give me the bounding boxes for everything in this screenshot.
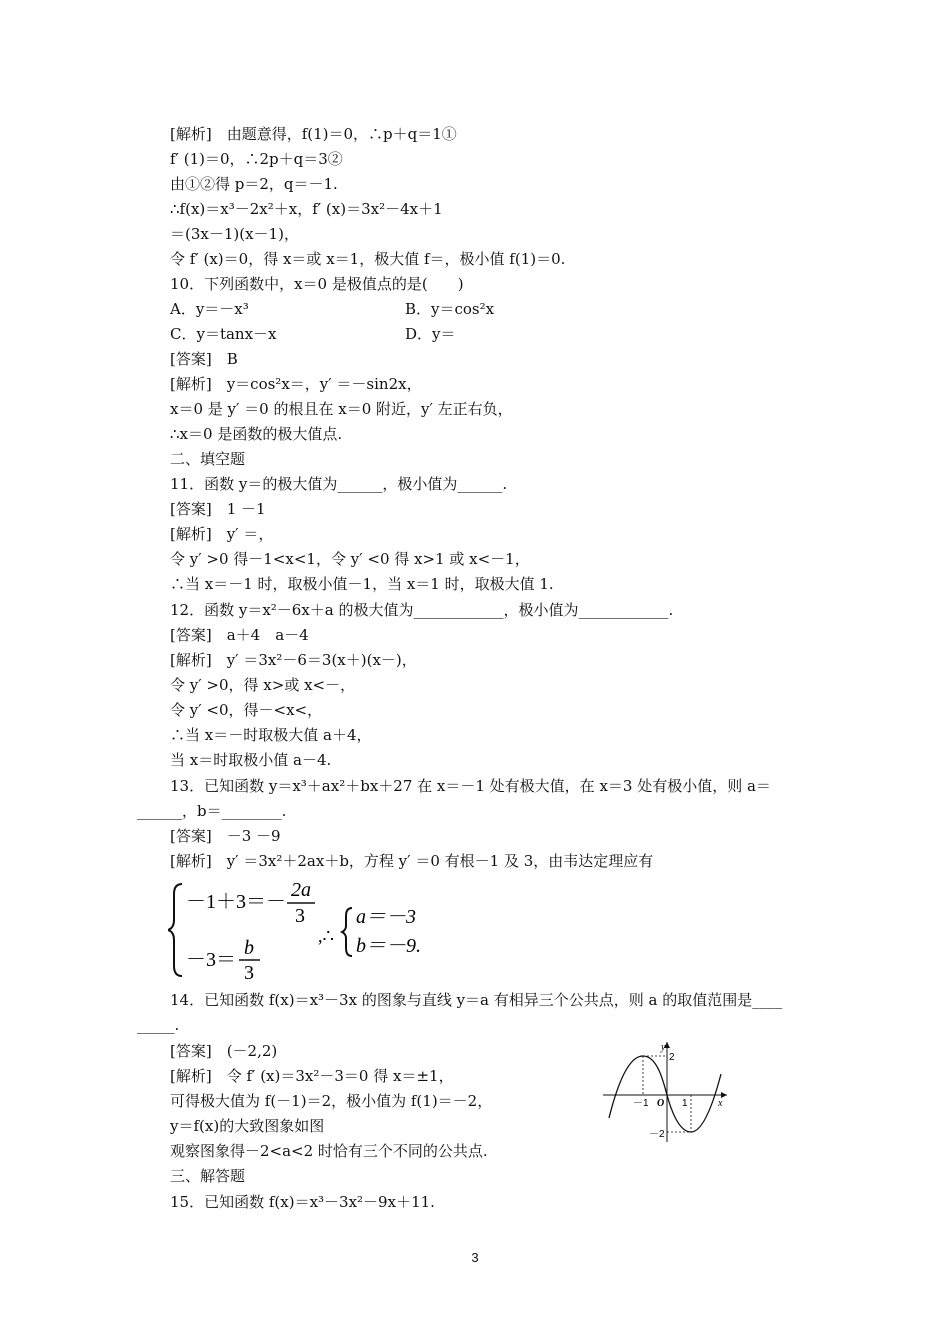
text-line: x＝0 是 y′ ＝0 的根且在 x＝0 附近，y′ 左正右负， bbox=[170, 400, 513, 418]
text-line: ∴当 x＝－1 时，取极小值－1，当 x＝1 时，取极大值 1. bbox=[170, 575, 554, 593]
text-line: [解析] y＝cos²x＝，y′ ＝－sin2x， bbox=[170, 375, 422, 393]
option-b: B．y＝cos²x bbox=[405, 300, 495, 318]
text-line: 令 y′ <0，得－<x<， bbox=[170, 701, 323, 719]
curve bbox=[609, 1056, 721, 1132]
section-heading-solve: 三、解答题 bbox=[170, 1167, 246, 1185]
solution-b: b＝－9. bbox=[356, 935, 421, 957]
answer-10: [答案] B bbox=[170, 350, 238, 368]
equation-system bbox=[168, 878, 468, 982]
text-line: 由①②得 p＝2，q＝－1. bbox=[170, 175, 338, 193]
axis-label-y: y bbox=[661, 1042, 666, 1053]
text-line: _____. bbox=[137, 1016, 180, 1034]
text-line: [解析] y′ ＝3x²＋2ax＋b，方程 y′ ＝0 有根－1 及 3，由韦达定理应有 bbox=[170, 852, 654, 870]
text-line: [解析] 由题意得，f(1)＝0，∴p＋q＝1① bbox=[170, 125, 457, 143]
option-a: A．y＝－x³ bbox=[170, 300, 249, 318]
eq2-numerator: b bbox=[244, 937, 254, 959]
therefore-sign: ,∴ bbox=[318, 926, 334, 946]
question-10: 10．下列函数中，x＝0 是极值点的是( ) bbox=[170, 275, 464, 293]
section-heading-fill: 二、填空题 bbox=[170, 450, 246, 468]
solution-a: a＝－3 bbox=[356, 906, 416, 928]
text-line: f′ (1)＝0，∴2p＋q＝3② bbox=[170, 150, 343, 168]
text-line: 令 y′ >0，得 x>或 x<－， bbox=[170, 676, 356, 694]
question-12: 12．函数 y＝x²－6x＋a 的极大值为____________，极小值为____________. bbox=[170, 601, 674, 619]
eq2-denominator: 3 bbox=[244, 962, 254, 982]
text-line: ∴f(x)＝x³－2x²＋x，f′ (x)＝3x²－4x＋1 bbox=[170, 200, 443, 218]
origin-label: O bbox=[657, 1098, 665, 1109]
answer-12: [答案] a＋4 a－4 bbox=[170, 626, 309, 644]
text-line: ∴x＝0 是函数的极大值点. bbox=[170, 425, 343, 443]
text-line: ＝(3x－1)(x－1)， bbox=[170, 225, 299, 243]
eq2-left: －3＝ bbox=[186, 949, 236, 971]
tick-label-1: 1 bbox=[682, 1098, 688, 1109]
tick-label-minus-2: －2 bbox=[649, 1129, 665, 1140]
text-line: 可得极大值为 f(－1)＝2，极小值为 f(1)＝－2， bbox=[170, 1092, 493, 1110]
option-d: D．y＝ bbox=[405, 325, 456, 343]
text-line: 观察图象得－2<a<2 时恰有三个不同的公共点. bbox=[170, 1142, 488, 1160]
question-13: 13．已知函数 y＝x³＋ax²＋bx＋27 在 x＝－1 处有极大值，在 x＝3 处有极小值，则 a＝ bbox=[170, 777, 771, 795]
text-line: 当 x＝时取极小值 a－4. bbox=[170, 751, 332, 769]
page-number: 3 bbox=[471, 1250, 479, 1265]
tick-label-2: 2 bbox=[669, 1052, 675, 1063]
answer-13: [答案] －3 －9 bbox=[170, 827, 281, 845]
question-11: 11．函数 y＝的极大值为______，极小值为______. bbox=[170, 475, 508, 493]
text-line: ______，b＝________. bbox=[137, 802, 287, 820]
answer-11: [答案] 1 －1 bbox=[170, 500, 266, 518]
option-c: C．y＝tanx－x bbox=[170, 325, 277, 343]
text-line: 令 f′ (x)＝0，得 x＝或 x＝1，极大值 f＝，极小值 f(1)＝0. bbox=[170, 250, 566, 268]
axis-label-x: x bbox=[718, 1098, 723, 1109]
eq1-left: －1＋3＝－ bbox=[186, 891, 286, 913]
eq1-denominator: 3 bbox=[295, 905, 305, 927]
text-line: ∴当 x＝－时取极大值 a＋4， bbox=[170, 726, 372, 744]
text-line: [解析] 令 f′ (x)＝3x²－3＝0 得 x＝±1， bbox=[170, 1067, 454, 1085]
answer-14: [答案] (－2,2) bbox=[170, 1042, 278, 1060]
cubic-function-graph bbox=[603, 1040, 733, 1144]
question-14: 14．已知函数 f(x)＝x³－3x 的图象与直线 y＝a 有相异三个公共点，则 a 的取值范围是____ bbox=[170, 991, 783, 1009]
eq1-numerator: 2a bbox=[291, 879, 311, 901]
text-line: 令 y′ >0 得－1<x<1，令 y′ <0 得 x>1 或 x<－1， bbox=[170, 550, 530, 568]
question-15: 15．已知函数 f(x)＝x³－3x²－9x＋11. bbox=[170, 1193, 435, 1211]
text-line: [解析] y′ ＝3x²－6＝3(x＋)(x－)， bbox=[170, 651, 417, 669]
text-line: [解析] y′ ＝， bbox=[170, 525, 274, 543]
tick-label-minus-1: －1 bbox=[633, 1098, 649, 1109]
text-line: y＝f(x)的大致图象如图 bbox=[170, 1117, 325, 1135]
